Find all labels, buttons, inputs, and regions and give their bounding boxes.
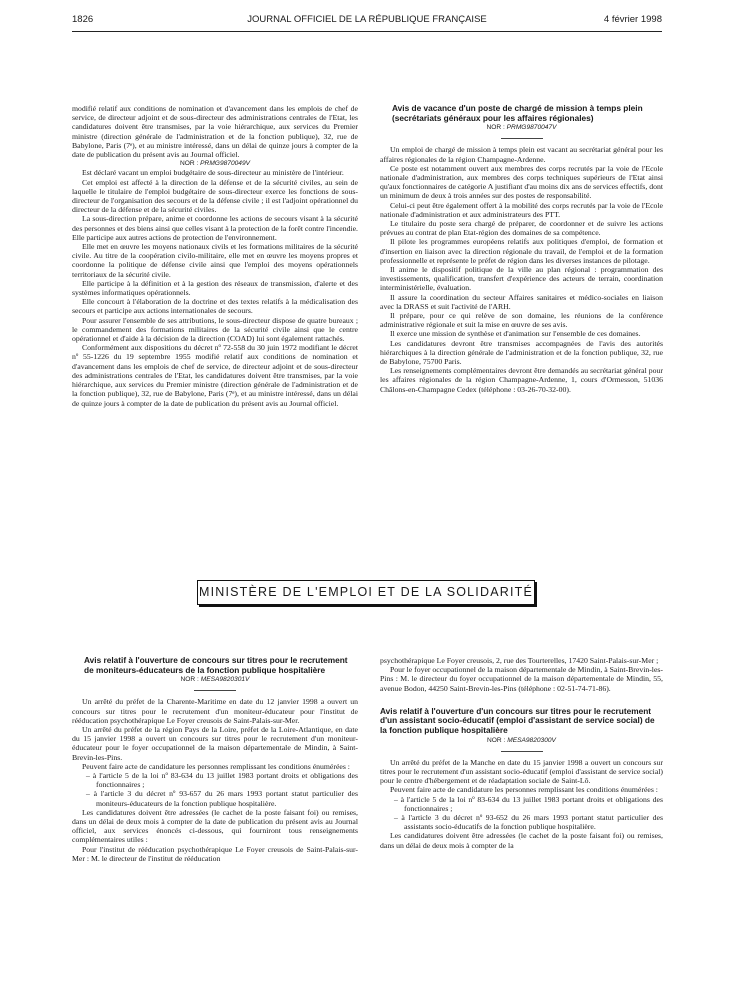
paragraph: Pour le foyer occupationnel de la maison départementale de Mindin, à Saint-Brevin-les-Pins : M. le directeur du foyer occupationnel de la maison départementale de Mindin, 55, avenue Bodon, 44250 Saint-Brevin-les-Pins (téléphone : 02-51-74-71-86).	[380, 665, 663, 693]
ministry-banner: MINISTÈRE DE L'EMPLOI ET DE LA SOLIDARITÉ	[197, 580, 535, 605]
paragraph: Elle met en œuvre les moyens nationaux civils et les formations militaires de la sécurité civile. Au titre de la coopération civilo-militaire, elle met en œuvre les moyens propres et coordonne la politique de défense civile ainsi que l'emploi des moyens opérationnels territoriaux de la sécurité civile.	[72, 242, 358, 279]
notice-title: Avis relatif à l'ouverture de concours sur titres pour le recrutement de moniteurs-éducateurs de la fonction publique hospitalière	[84, 655, 348, 675]
notice-title: Avis de vacance d'un poste de chargé de mission à temps plein (secrétariats généraux pour les affaires régionales)	[392, 103, 643, 123]
paragraph: Elle participe à la définition et à la gestion des réseaux de transmission, d'alerte et des systèmes informatiques opérationnels.	[72, 278, 358, 298]
paragraph: Les candidatures doivent être adressées (le cachet de la poste faisant foi) ou remises, dans un délai de deux mois à compter de la	[380, 831, 663, 850]
paragraph: Pour l'institut de rééducation psychothérapique Le Foyer creusois de Saint-Palais-sur-Mer : M. le directeur de l'institut de rééducation	[72, 844, 358, 863]
journal-title: JOURNAL OFFICIEL DE LA RÉPUBLIQUE FRANÇAISE	[247, 14, 487, 25]
paragraph: Un emploi de chargé de mission à temps plein est vacant au secrétariat général pour les affaires régionales de la région Champagne-Ardenne.	[380, 145, 663, 164]
paragraph: Celui-ci peut être également offert à la mobilité des corps recrutés par la voie de l'Ecole nationale d'administration et aux administrateurs des PTT.	[380, 200, 663, 219]
paragraph: Il prépare, pour ce qui relève de son domaine, les réunions de la conférence administrative régionale et suit la mise en œuvre de ses avis.	[380, 311, 663, 330]
issue-date: 4 février 1998	[603, 14, 662, 25]
separator	[194, 690, 236, 691]
condition-item: – à l'article 3 du décret nº 93-652 du 26 mars 1993 portant statut particulier des assistants socio-éducatifs de la fonction publique hospitalière.	[394, 813, 663, 832]
paragraph: Pour assurer l'ensemble de ses attributions, le sous-directeur dispose de quatre bureaux ; le commandement des formations militaires de la sécurité civile ainsi que le centre opérationnel et d'aide à la décision de la direction (COAD) lui sont également rattachés.	[72, 315, 358, 344]
separator	[501, 751, 543, 752]
paragraph: Les candidatures doivent être adressées (le cachet de la poste faisant foi) ou remises, dans un délai de deux mois à compter de la date de publication du présent avis au Journal officiel, aux services énoncés ci-dessous, qui fourniront tous renseignements complémentaires utiles :	[72, 807, 358, 845]
nor-reference	[72, 159, 358, 168]
condition-item: – à l'article 3 du décret nº 93-657 du 26 mars 1993 portant statut particulier des moniteurs-éducateurs de la fonction publique hospitalière.	[86, 789, 358, 808]
nor-code: MESA9820301V	[200, 676, 250, 684]
paragraph: Est déclaré vacant un emploi budgétaire de sous-directeur au ministère de l'intérieur.	[82, 168, 344, 178]
header-rule	[72, 31, 662, 32]
paragraph: Un arrêté du préfet de la Manche en date du 15 janvier 1998 a ouvert un concours sur titres pour le recrutement d'un assistant socio-éducatif (emploi d'assistant de service social) pour le centre d'hébergement et de réadaptation sociale de Saint-Lô.	[380, 757, 663, 786]
nor-code: PRMG9870047V	[506, 124, 557, 132]
nor-label: NOR :	[487, 736, 506, 744]
paragraph: Les renseignements complémentaires devront être demandés au secrétariat général pour les affaires régionales de la région Champagne-Ardenne, 1, cours d'Ormesson, 51036 Châlons-en-Champagne Cedex (téléphone : 03-26-70-32-00).	[380, 366, 663, 394]
paragraph: Elle concourt à l'élaboration de la doctrine et des textes relatifs à la médicalisation des secours et participe aux actions internationales de secours.	[72, 297, 358, 316]
nor-reference	[380, 123, 663, 132]
left-top-column	[72, 104, 358, 408]
paragraph: Peuvent faire acte de candidature les personnes remplissant les conditions énumérées :	[390, 785, 658, 795]
nor-reference	[72, 675, 358, 684]
paragraph: Il anime le dispositif politique de la ville au plan régional : programmation des investissements, qualification, transfert d'expérience des acteurs de terrain, coordination interministérielle, évaluation.	[380, 265, 663, 293]
paragraph: Conformément aux dispositions du décret nº 72-558 du 30 juin 1972 modifiant le décret nº 55-1226 du 19 septembre 1955 modifié relatif aux conditions de nomination et d'avancement dans les emplois de chef de service, de directeur adjoint et de sous-directeur des administrations centrales de l'Etat, les candidatures doivent être transmises, par la voie hiérarchique, aux services du Premier ministre (direction générale de l'administration et de la fonction publique), 32, rue de Babylone, Paris (7ᵉ), et au ministre intéressé, dans un délai de quinze jours à compter de la date de publication du présent avis au Journal officiel.	[72, 343, 358, 408]
paragraph: Peuvent faire acte de candidature les personnes remplissant les conditions énumérées :	[82, 761, 350, 771]
page-header	[72, 14, 662, 30]
continued-paragraph: psychothérapique Le Foyer creusois, 2, rue des Tourterelles, 17420 Saint-Palais-sur-Mer ;	[380, 656, 659, 665]
paragraph: Un arrêté du préfet de la région Pays de la Loire, préfet de la Loire-Atlantique, en date du 15 janvier 1998 a ouvert un concours sur titres pour le recrutement d'un moniteur-éducateur pour le foyer occupationnel de la maison départementale de Mindin, à Saint-Brevin-les-Pins.	[72, 725, 358, 762]
continued-paragraph: modifié relatif aux conditions de nomination et d'avancement dans les emplois de chef de service, de directeur adjoint et de sous-directeur des administrations centrales de l'Etat, les candidatures doivent être transmises, par la voie hiérarchique, aux services du Premier ministre (direction générale de l'administration et de la fonction publique), 32, rue de Babylone, Paris (7ᵉ), et au ministre intéressé, dans un délai de quinze jours à compter de la date de publication du présent avis au Journal officiel.	[72, 104, 358, 160]
paragraph: La sous-direction prépare, anime et coordonne les actions de secours visant à la sécurité des personnes et des biens ainsi que celles visant à la protection de la forêt contre l'incendie. Elle participe aux autres actions de protection de l'environnement.	[72, 214, 358, 242]
paragraph: Un arrêté du préfet de la Charente-Maritime en date du 12 janvier 1998 a ouvert un concours sur titres pour le recrutement d'un moniteur-éducateur pour l'institut de rééducation psychothérapique Le Foyer creusois de Saint-Palais-sur-Mer.	[72, 697, 358, 725]
page-number: 1826	[72, 14, 94, 25]
paragraph: Il exerce une mission de synthèse et d'animation sur l'ensemble de ces domaines.	[390, 329, 641, 339]
separator	[501, 138, 543, 139]
paragraph: Il assure la coordination du secteur Affaires sanitaires et médico-sociales en liaison avec la DRASS et suit l'activité de l'ARH.	[380, 292, 663, 311]
condition-item: – à l'article 5 de la loi nº 83-634 du 13 juillet 1983 portant droits et obligations des fonctionnaires ;	[394, 794, 663, 813]
nor-reference	[380, 736, 663, 745]
nor-label: NOR :	[180, 676, 199, 684]
paragraph: Cet emploi est affecté à la direction de la défense et de la sécurité civiles, au sein de laquelle le titulaire de l'emploi budgétaire de sous-directeur exerce les fonctions de sous-directeur de l'organisation des secours et de la défense civile ; il est l'adjoint opérationnel du directeur de la défense et de la sécurité civiles.	[72, 177, 358, 215]
condition-item: – à l'article 5 de la loi nº 83-634 du 13 juillet 1983 portant droits et obligations des fonctionnaires ;	[86, 771, 358, 790]
paragraph: Ce poste est notamment ouvert aux membres des corps recrutés par la voie de l'Ecole nationale d'administration, aux membres des corps techniques supérieurs de l'Etat ainsi qu'aux fonctionnaires de catégorie A justifiant d'au moins dix ans de services effectifs, dont un minimum de deux à trois années sur des postes de responsabilité.	[380, 163, 663, 201]
nor-code: PRMG9870049V	[200, 160, 251, 168]
right-bottom-column	[380, 656, 663, 850]
left-bottom-column	[72, 656, 358, 863]
paragraph: Les candidatures devront être transmises accompagnées de l'avis des autorités hiérarchiques à la direction générale de l'administration et de la fonction publique, 32, rue de Babylone, 75700 Paris.	[380, 338, 663, 367]
nor-label: NOR :	[486, 124, 505, 132]
nor-code: MESA9820300V	[507, 736, 556, 744]
paragraph: Le titulaire du poste sera chargé de préparer, de coordonner et de suivre les actions prévues au contrat de plan Etat-région des domaines de sa compétence.	[380, 219, 663, 238]
notice-title: Avis relatif à l'ouverture d'un concours sur titres pour le recrutement d'un assistant socio-éducatif (emploi d'assistant de service social) de la fonction publique hospitalière	[380, 705, 655, 735]
paragraph: Il pilote les programmes européens relatifs aux politiques d'emploi, de formation et d'insertion en liaison avec la direction régionale du travail, de l'emploi et de la formation professionnelle et représente le préfet de région dans les diverses instances de pilotage.	[380, 237, 663, 265]
right-top-column	[380, 104, 663, 394]
nor-label: NOR :	[179, 160, 199, 168]
